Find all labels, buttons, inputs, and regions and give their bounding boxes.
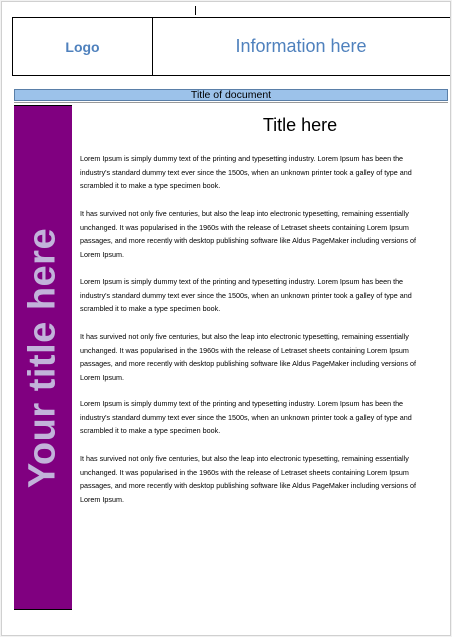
body-paragraph: Lorem Ipsum is simply dummy text of the printing and typesetting industry. Lorem Ipsum has been the industry's standard dummy text ever since the 1500s, when an unknown printer took a galley of type and scrambled it to make a type specimen book. bbox=[80, 399, 412, 436]
body-paragraph: Lorem Ipsum is simply dummy text of the printing and typesetting industry. Lorem Ipsum has been the industry's standard dummy text ever since the 1500s, when an unknown printer took a galley of type and scrambled it to make a type specimen book. bbox=[80, 277, 412, 314]
body-paragraph: It has survived not only five centuries, but also the leap into electronic typesetting, remaining essentially unchanged. It was popularised in the 1960s with the release of Letraset sheets containing Lorem Ipsum passages, and more recently with desktop publishing software like Aldus PageMaker including versions of Lorem Ipsum. bbox=[80, 454, 416, 504]
body-paragraph: It has survived not only five centuries, but also the leap into electronic typesetting, remaining essentially unchanged. It was popularised in the 1960s with the release of Letraset sheets containing Lorem Ipsum passages, and more recently with desktop publishing software like Aldus PageMaker including versions of Lorem Ipsum. bbox=[80, 332, 416, 382]
body-paragraph: Lorem Ipsum is simply dummy text of the printing and typesetting industry. Lorem Ipsum has been the industry's standard dummy text ever since the 1500s, when an unknown printer took a galley of type and scrambled it to make a type specimen book. bbox=[80, 154, 412, 191]
title-bar-divider bbox=[14, 102, 448, 103]
logo-placeholder: Logo bbox=[13, 18, 153, 75]
information-placeholder: Information here bbox=[235, 36, 367, 56]
body-paragraph: It has survived not only five centuries, but also the leap into electronic typesetting, remaining essentially unchanged. It was popularised in the 1960s with the release of Letraset sheets containing Lorem Ipsum passages, and more recently with desktop publishing software like Aldus PageMaker including versions of Lorem Ipsum. bbox=[80, 209, 416, 259]
header-table bbox=[12, 17, 450, 76]
page-title: Title here bbox=[262, 115, 338, 135]
vertical-title: Your title here bbox=[21, 227, 64, 488]
document-title-bar: Title of document bbox=[14, 89, 448, 101]
vertical-title-band bbox=[14, 105, 72, 610]
text-cursor bbox=[195, 6, 196, 15]
